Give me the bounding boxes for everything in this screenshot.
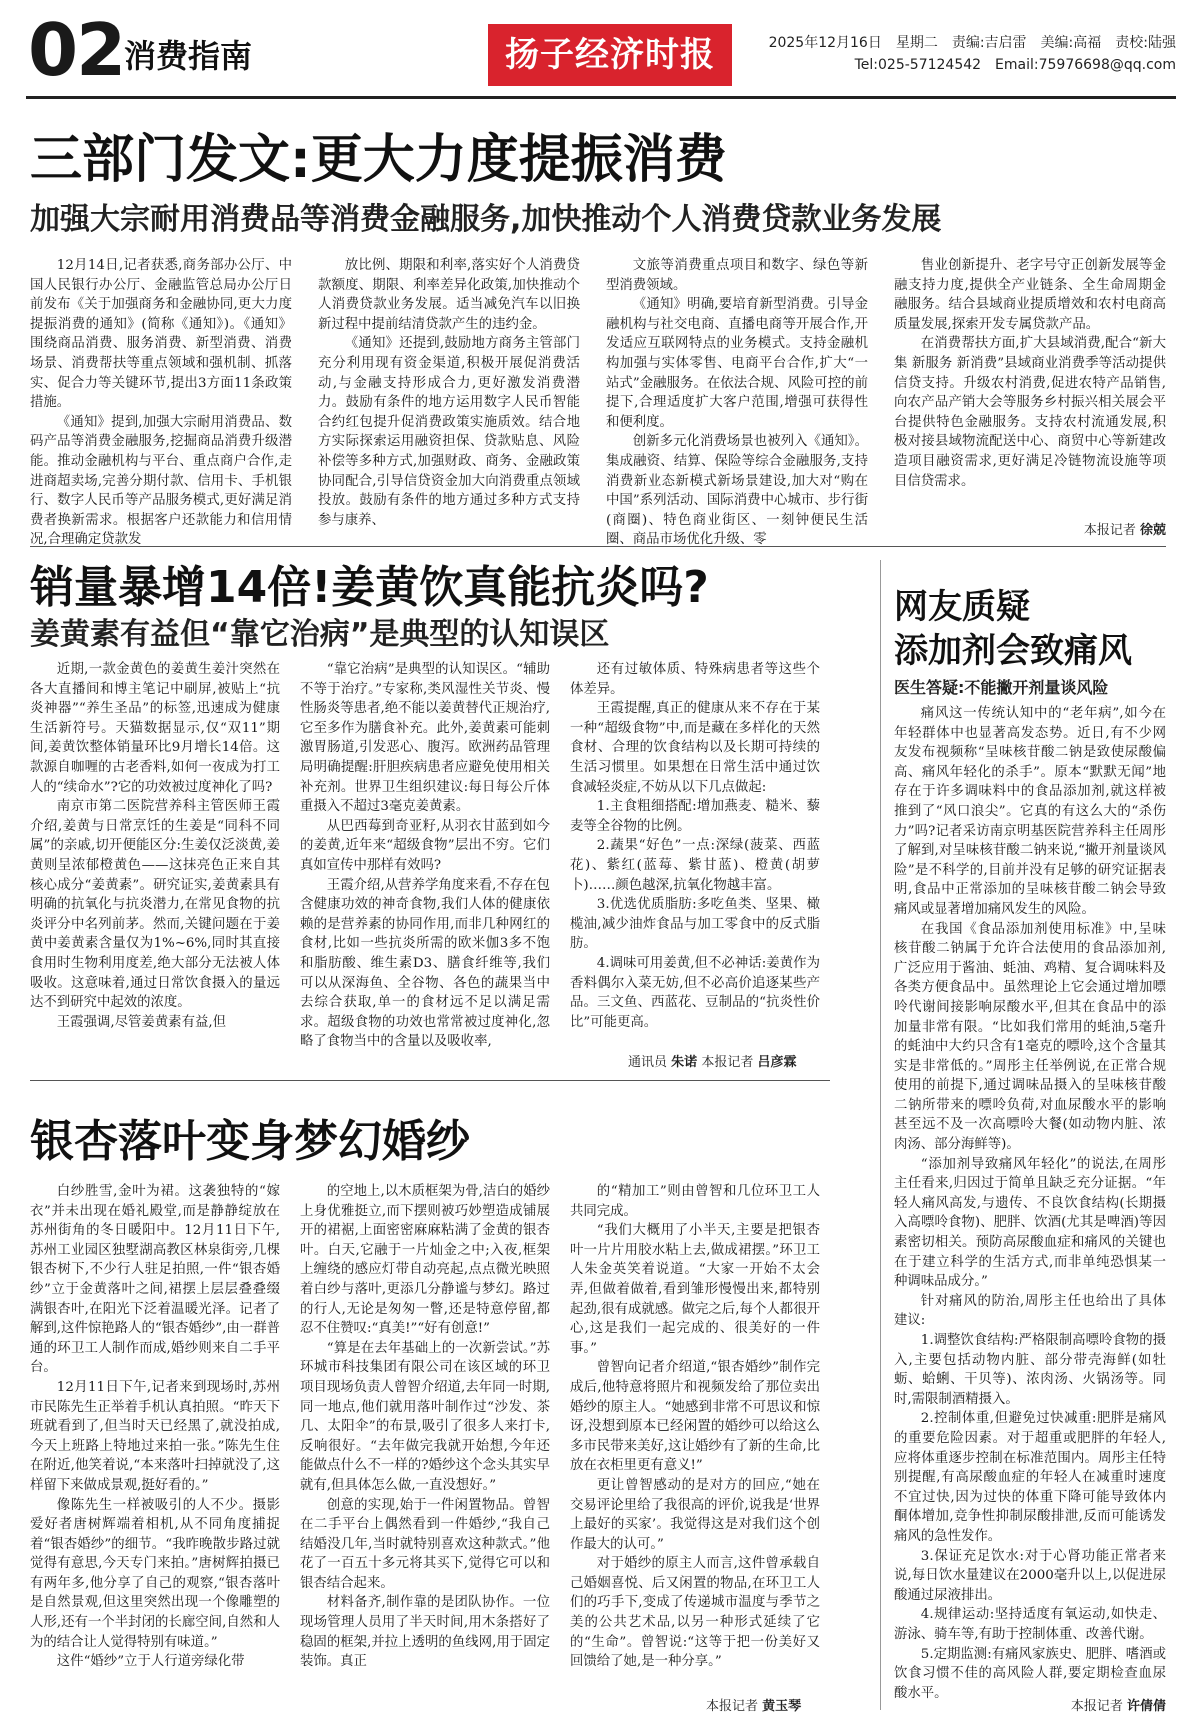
paragraph: 更让曾智感动的是对方的回应,“她在交易评论里给了我很高的评价,说我是‘世界上最好的买家’。我觉得这是对我们这个创作最大的认可。” xyxy=(570,1477,820,1552)
byline-name: 吕彦霖 xyxy=(757,1055,797,1070)
article4-byline xyxy=(1071,1698,1166,1716)
byline-label: 本报记者 xyxy=(1070,1699,1123,1714)
paragraph: 《通知》提到,加强大宗耐用消费品、数码产品等消费金融服务,挖掘商品消费升级潜能。推动金融机构与平台、重点商户合作,走进商超卖场,完善分期付款、信用卡、手机银行、数字人民币等产品服务模式,更好满足消费者换新需求。根据客户还款能力和信用情况,合理确定贷款发 xyxy=(30,414,292,548)
byline-name: 徐兢 xyxy=(1139,523,1166,538)
byline-label: 本报记者 xyxy=(701,1055,754,1070)
paragraph: 放比例、期限和利率,落实好个人消费贷款额度、期限、利率差异化政策,加快推动个人消费贷款业务发展。适当减免汽车以旧换新过程中提前结清贷款产生的违约金。 xyxy=(318,258,580,332)
article2-col1 xyxy=(30,660,280,1072)
article1-bottom-rule xyxy=(30,546,1166,547)
article3-col3 xyxy=(570,1182,820,1682)
paragraph: 1.主食粗细搭配:增加燕麦、糙米、藜麦等全谷物的比例。 xyxy=(570,799,820,834)
page-number: 02 xyxy=(28,8,125,92)
date-editors-line: 2025年12月16日 星期二 责编:吉启雷 美编:高福 责校:陆强 xyxy=(768,35,1176,51)
byline-name: 黄玉琴 xyxy=(762,1699,802,1714)
paragraph: 3.保证充足饮水:对于心肾功能正常者来说,每日饮水量建议在2000毫升以上,以促进尿酸通过尿液排出。 xyxy=(894,1548,1166,1603)
article1-subhead: 加强大宗耐用消费品等消费金融服务,加快推动个人消费贷款业务发展 xyxy=(30,202,942,237)
article3-headline: 银杏落叶变身梦幻婚纱 xyxy=(30,1116,470,1167)
paragraph: 3.优选优质脂肪:多吃鱼类、坚果、橄榄油,减少油炸食品与加工零食中的反式脂肪。 xyxy=(570,897,820,952)
article2-bottom-rule xyxy=(30,1080,830,1081)
paragraph: 王霞提醒,真正的健康从来不存在于某一种“超级食物”中,而是藏在多样化的天然食材、合理的饮食结构以及长期可持续的生活习惯里。如果想在日常生活中通过饮食减轻炎症,不妨从以下几点做起: xyxy=(570,701,820,795)
article1-byline xyxy=(1084,522,1166,540)
article3-col1 xyxy=(30,1182,280,1702)
paragraph: 创新多元化消费场景也被列入《通知》。集成融资、结算、保险等综合金融服务,支持消费新业态新模式新场景建设,加大对“购在中国”系列活动、国际消费中心城市、步行街(商圈)、特色商业街区、一刻钟便民生活圈、商品市场优化升级、零 xyxy=(606,434,868,548)
byline-name: 朱诺 xyxy=(671,1055,698,1070)
paragraph: 针对痛风的防治,周彤主任也给出了具体建议: xyxy=(894,1293,1166,1329)
paragraph: 对于婚纱的原主人而言,这件曾承载自己婚姻喜悦、后又闲置的物品,在环卫工人们的巧手下,变成了传递城市温度与季节之美的公共艺术品,以另一种形式延续了它的“生命”。曾智说:“这等于把一份美好又回馈给了她,是一种分享。” xyxy=(570,1556,820,1670)
article1-col1 xyxy=(30,256,292,548)
article2-byline xyxy=(628,1054,796,1072)
paragraph: 的“精加工”则由曾智和几位环卫工人共同完成。 xyxy=(570,1184,820,1219)
paragraph: 曾智向记者介绍道,“银杏婚纱”制作完成后,他特意将照片和视频发给了那位卖出婚纱的原主人。“她感到非常不可思议和惊讶,没想到原本已经闲置的婚纱可以给这么多市民带来美好,这让婚纱有了新的生命,比放在衣柜里更有意义!” xyxy=(570,1360,820,1474)
article3-col2 xyxy=(300,1182,550,1702)
paragraph: 材料备齐,制作靠的是团队协作。一位现场管理人员用了半天时间,用木条搭好了稳固的框架,并拉上透明的鱼线网,用于固定装饰。真正 xyxy=(300,1595,550,1670)
paragraph: 近期,一款金黄色的姜黄生姜汁突然在各大直播间和博主笔记中刷屏,被贴上“抗炎神器”“养生圣品”的标签,迅速成为健康生活新符号。天猫数据显示,仅“双11”期间,姜黄饮整体销量环比9月增长14倍。这款源自咖喱的古老香料,如何一夜成为打工人的“续命水”?它的功效被过度神化了吗? xyxy=(30,662,280,795)
article2-headline: 销量暴增14倍!姜黄饮真能抗炎吗? xyxy=(30,562,709,613)
issue-meta xyxy=(756,32,1176,76)
paragraph: 南京市第二医院营养科主管医师王霞介绍,姜黄与日常烹饪的生姜是“同科不同属”的亲戚,切开便能区分:生姜仅泛淡黄,姜黄则呈浓郁橙黄色——这抹亮色正来自其核心成分“姜黄素”。研究证实,姜黄素具有明确的抗氧化与抗炎潜力,在常见食物的抗炎评分中名列前茅。然而,关键问题在于姜黄中姜黄素含量仅为1%~6%,同时其直接食用时生物利用度差,绝大部分无法被人体吸收。这意味着,通过日常饮食摄入的量远达不到研究中起效的浓度。 xyxy=(30,799,280,1011)
article1-headline: 三部门发文:更大力度提振消费 xyxy=(30,130,727,190)
paragraph: 2.蔬果“好色”一点:深绿(菠菜、西蓝花)、紫红(蓝莓、紫甘蓝)、橙黄(胡萝卜)……颜色越深,抗氧化物越丰富。 xyxy=(570,838,820,893)
paragraph: 痛风这一传统认知中的“老年病”,如今在年轻群体中也显著高发态势。近日,有不少网友发布视频称“呈味核苷酸二钠是致使尿酸偏高、痛风年轻化的杀手”。原本“默默无闻”地存在于许多调味料中的食品添加剂,就这样被推到了“风口浪尖”。它真的有这么大的“杀伤力”吗?记者采访南京明基医院营养科主任周彤了解到,对呈味核苷酸二钠来说,“撇开剂量谈风险”是不科学的,目前并没有足够的研究证据表明,食品中正常添加的呈味核苷酸二钠会导致痛风或显著增加痛风发生的风险。 xyxy=(894,706,1166,917)
paragraph: “算是在去年基础上的一次新尝试。”苏环城市科技集团有限公司在该区域的环卫项目现场负责人曾智介绍道,去年同一时期,同一地点,他们就用落叶制作过“沙发、茶几、太阳伞”的布景,吸引了很多人来打卡,反响很好。“去年做完我就开始想,今年还能做点什么不一样的?婚纱这个念头其实早就有,但具体怎么做,一直没想好。” xyxy=(300,1340,550,1493)
paragraph: 从巴西莓到奇亚籽,从羽衣甘蓝到如今的姜黄,近年来“超级食物”层出不穷。它们真如宣传中那样有效吗? xyxy=(300,818,550,873)
article3-byline xyxy=(706,1698,801,1716)
byline-label: 通讯员 xyxy=(628,1055,668,1070)
paragraph: “我们大概用了小半天,主要是把银杏叶一片片用胶水粘上去,做成裙摆。”环卫工人朱金英笑着说道。“大家一开始不太会弄,但做着做着,看到雏形慢慢出来,都特别起劲,很有成就感。做完之后,每个人都很开心,这是我们一起完成的、很美好的一件事。” xyxy=(570,1223,820,1356)
contact-line: Tel:025-57124542 Email:75976698@qq.com xyxy=(854,57,1176,73)
article1-col4 xyxy=(894,256,1166,518)
paragraph: 像陈先生一样被吸引的人不少。摄影爱好者唐树辉端着相机,从不同角度捕捉着“银杏婚纱”的细节。“我昨晚散步路过就觉得有意思,今天专门来拍。”唐树辉拍摄已有两年多,他分享了自己的观察,“银杏落叶是自然景观,但这里突然出现一个像雕塑的人形,还有一个半封闭的长廊空间,自然和人为的结合让人觉得特别有味道。” xyxy=(30,1497,280,1650)
paragraph: 在消费帮扶方面,扩大县域消费,配合“新大集 新服务 新消费”县域商业消费季等活动提供信贷支持。升级农村消费,促进农特产品销售,向农产品产销大会等服务乡村振兴相关展会平台提供特色金融服务。支持农村流通发展,积极对接县域物流配送中心、商贸中心等新建改造项目融资需求,更好满足冷链物流设施等项目信贷需求。 xyxy=(894,336,1166,489)
article1-col2 xyxy=(318,256,580,532)
paragraph: 售业创新提升、老字号守正创新发展等金融支持力度,提供全产业链条、全生命周期金融服务。结合县域商业提质增效和农村电商高质量发展,探索开发专属贷款产品。 xyxy=(894,258,1166,332)
paragraph: 文旅等消费重点项目和数字、绿色等新型消费领域。 xyxy=(606,258,868,293)
paragraph: 4.调味可用姜黄,但不必神话:姜黄作为香料偶尔入菜无妨,但不必高价追逐某些产品。三文鱼、西蓝花、豆制品的“抗炎性价比”可能更高。 xyxy=(570,955,820,1030)
article4-body xyxy=(894,704,1166,1701)
paragraph: 12月11日下午,记者来到现场时,苏州市民陈先生正举着手机认真拍照。“昨天下班就看到了,但当时天已经黑了,就没拍成,今天上班路上特地过来拍一张。”陈先生住在附近,他笑着说,“本来落叶扫掉就没了,这样留下来做成景观,挺好看的。” xyxy=(30,1379,280,1493)
section-title: 消费指南 xyxy=(124,37,253,75)
paragraph: 王霞介绍,从营养学角度来看,不存在包含健康功效的神奇食物,我们人体的健康依赖的是营养素的协同作用,而非几种网红的食材,比如一些抗炎所需的欧米伽3多不饱和脂肪酸、维生素D3、膳食纤维等,我们可以从深海鱼、全谷物、各色的蔬果当中去综合获取,单一的食材远不足以满足需求。超级食物的功效也常常被过度神化,忽略了食物当中的含量以及吸收率, xyxy=(300,877,550,1050)
masthead-divider xyxy=(26,96,1176,99)
paragraph: 《通知》还提到,鼓励地方商务主管部门充分利用现有资金渠道,积极开展促消费活动,与金融支持形成合力,更好激发消费潜力。鼓励有条件的地方运用数字人民币智能合约红包提升促消费政策实施质效。结合地方实际探索运用融资担保、贷款贴息、风险补偿等多种方式,加强财政、商务、金融政策协同配合,引导信贷资金加大向消费重点领域投放。鼓励有条件的地方通过多种方式支持参与康养、 xyxy=(318,336,580,528)
article4-headline-line2: 添加剂会致痛风 xyxy=(894,631,1132,671)
byline-name: 许倩倩 xyxy=(1126,1699,1166,1714)
paragraph: 5.定期监测:有痛风家族史、肥胖、嗜酒或饮食习惯不佳的高风险人群,要定期检查血尿酸水平。 xyxy=(894,1646,1166,1701)
paragraph: 王霞强调,尽管姜黄素有益,但 xyxy=(56,1014,226,1030)
paragraph: “添加剂导致痛风年轻化”的说法,在周彤主任看来,归因过于简单且缺乏充分证据。“年轻人痛风高发,与遗传、不良饮食结构(长期摄入高嘌呤食物)、肥胖、饮酒(尤其是啤酒)等因素密切相关。预防高尿酸血症和痛风的关键也在于建立科学的生活方式,而非单纯恐惧某一种调味品成分。” xyxy=(894,1156,1166,1290)
article1-col3 xyxy=(606,256,868,548)
paragraph: 这件“婚纱”立于人行道旁绿化带 xyxy=(56,1654,245,1670)
article4-side-rule xyxy=(880,560,881,1710)
article2-subhead: 姜黄素有益但“靠它治病”是典型的认知误区 xyxy=(30,617,610,652)
paragraph: 12月14日,记者获悉,商务部办公厅、中国人民银行办公厅、金融监管总局办公厅日前发布《关于加强商务和金融协同,更大力度提振消费的通知》(简称《通知》)。《通知》围绕商品消费、服务消费、新型消费、消费场景、消费帮扶等重点领域和强机制、抓落实、促合力等关键环节,提出3方面11条政策措施。 xyxy=(30,258,292,411)
newspaper-logo: 扬子经济时报 xyxy=(488,24,732,86)
article4-headline-line1: 网友质疑 xyxy=(894,587,1030,627)
paragraph: 4.规律运动:坚持适度有氧运动,如快走、游泳、骑车等,有助于控制体重、改善代谢。 xyxy=(894,1607,1166,1642)
article2-col2 xyxy=(300,660,550,1072)
masthead xyxy=(0,0,1200,100)
paragraph: 还有过敏体质、特殊病患者等这些个体差异。 xyxy=(570,662,820,697)
paragraph: 的空地上,以木质框架为骨,洁白的婚纱上身优雅挺立,而下摆则被巧妙塑造成铺展开的裙裾,上面密密麻麻粘满了金黄的银杏叶。白天,它融于一片灿金之中;入夜,框架上缠绕的感应灯带自动亮起,点点微光映照着白纱与落叶,更添几分静谧与梦幻。路过的行人,无论是匆匆一瞥,还是特意停留,都忍不住赞叹:“真美!”“好有创意!” xyxy=(300,1184,550,1337)
byline-label: 本报记者 xyxy=(1083,523,1136,538)
paragraph: 2.控制体重,但避免过快减重:肥胖是痛风的重要危险因素。对于超重或肥胖的年轻人,应将体重逐步控制在标准范围内。周彤主任特别提醒,有高尿酸血症的年轻人在减重时速度不宜过快,因为过快的体重下降可能导致体内酮体增加,竞争性抑制尿酸排泄,反而可能诱发痛风的急性发作。 xyxy=(894,1411,1166,1544)
article2-col3 xyxy=(570,660,820,1048)
paragraph: 1.调整饮食结构:严格限制高嘌呤食物的摄入,主要包括动物内脏、部分带壳海鲜(如牡蛎、蛤蜊、干贝等)、浓肉汤、火锅汤等。同时,需限制酒精摄入。 xyxy=(894,1333,1166,1407)
paragraph: 《通知》明确,要培育新型消费。引导金融机构与社交电商、直播电商等开展合作,开发适应互联网特点的业务模式。支持金融机构加强与实体零售、电商平台合作,扩大“一站式”金融服务。在依法合规、风险可控的前提下,合理适度扩大客户范围,增强可获得性和便利度。 xyxy=(606,297,868,430)
article4-subhead: 医生答疑:不能撇开剂量谈风险 xyxy=(894,678,1109,697)
paragraph: “靠它治病”是典型的认知误区。“辅助不等于治疗。”专家称,类风湿性关节炎、慢性肠炎等患者,绝不能以姜黄替代正规治疗,它至多作为膳食补充。此外,姜黄素可能刺激胃肠道,引发恶心、腹泻。欧洲药品管理局明确提醒:肝胆疾病患者应避免使用相关补充剂。世界卫生组织建议:每日每公斤体重摄入不超过3毫克姜黄素。 xyxy=(300,662,550,815)
byline-label: 本报记者 xyxy=(706,1699,759,1714)
paragraph: 白纱胜雪,金叶为裙。这袭独特的“嫁衣”并未出现在婚礼殿堂,而是静静绽放在苏州街角的冬日暖阳中。12月11日下午,苏州工业园区独墅湖高教区林泉街旁,几棵银杏树下,不少行人驻足拍照,一件“银杏婚纱”立于金黄落叶之间,裙摆上层层叠叠缀满银杏叶,在阳光下泛着温暖光泽。记者了解到,这件惊艳路人的“银杏婚纱”,由一群普通的环卫工人制作而成,婚纱则来自二手平台。 xyxy=(30,1184,280,1376)
paragraph: 在我国《食品添加剂使用标准》中,呈味核苷酸二钠属于允许合法使用的食品添加剂,广泛应用于酱油、蚝油、鸡精、复合调味料及各类方便食品中。虽然理论上它会通过增加嘌呤代谢间接影响尿酸水平,但其在食品中的添加量非常有限。“比如我们常用的蚝油,5毫升的蚝油中大约只含有1毫克的嘌呤,这个含量其实是非常低的。”周彤主任举例说,在正常合规使用的前提下,通过调味品摄入的呈味核苷酸二钠所带来的嘌呤负荷,对血尿酸水平的影响甚至远不及一次高嘌呤大餐(如动物内脏、浓肉汤、部分海鲜等)。 xyxy=(894,921,1166,1153)
paragraph: 创意的实现,始于一件闲置物品。曾智在二手平台上偶然看到一件婚纱,“我自己结婚没几年,当时就特别喜欢这种款式。”他花了一百五十多元将其买下,觉得它可以和银杏结合起来。 xyxy=(300,1497,550,1591)
